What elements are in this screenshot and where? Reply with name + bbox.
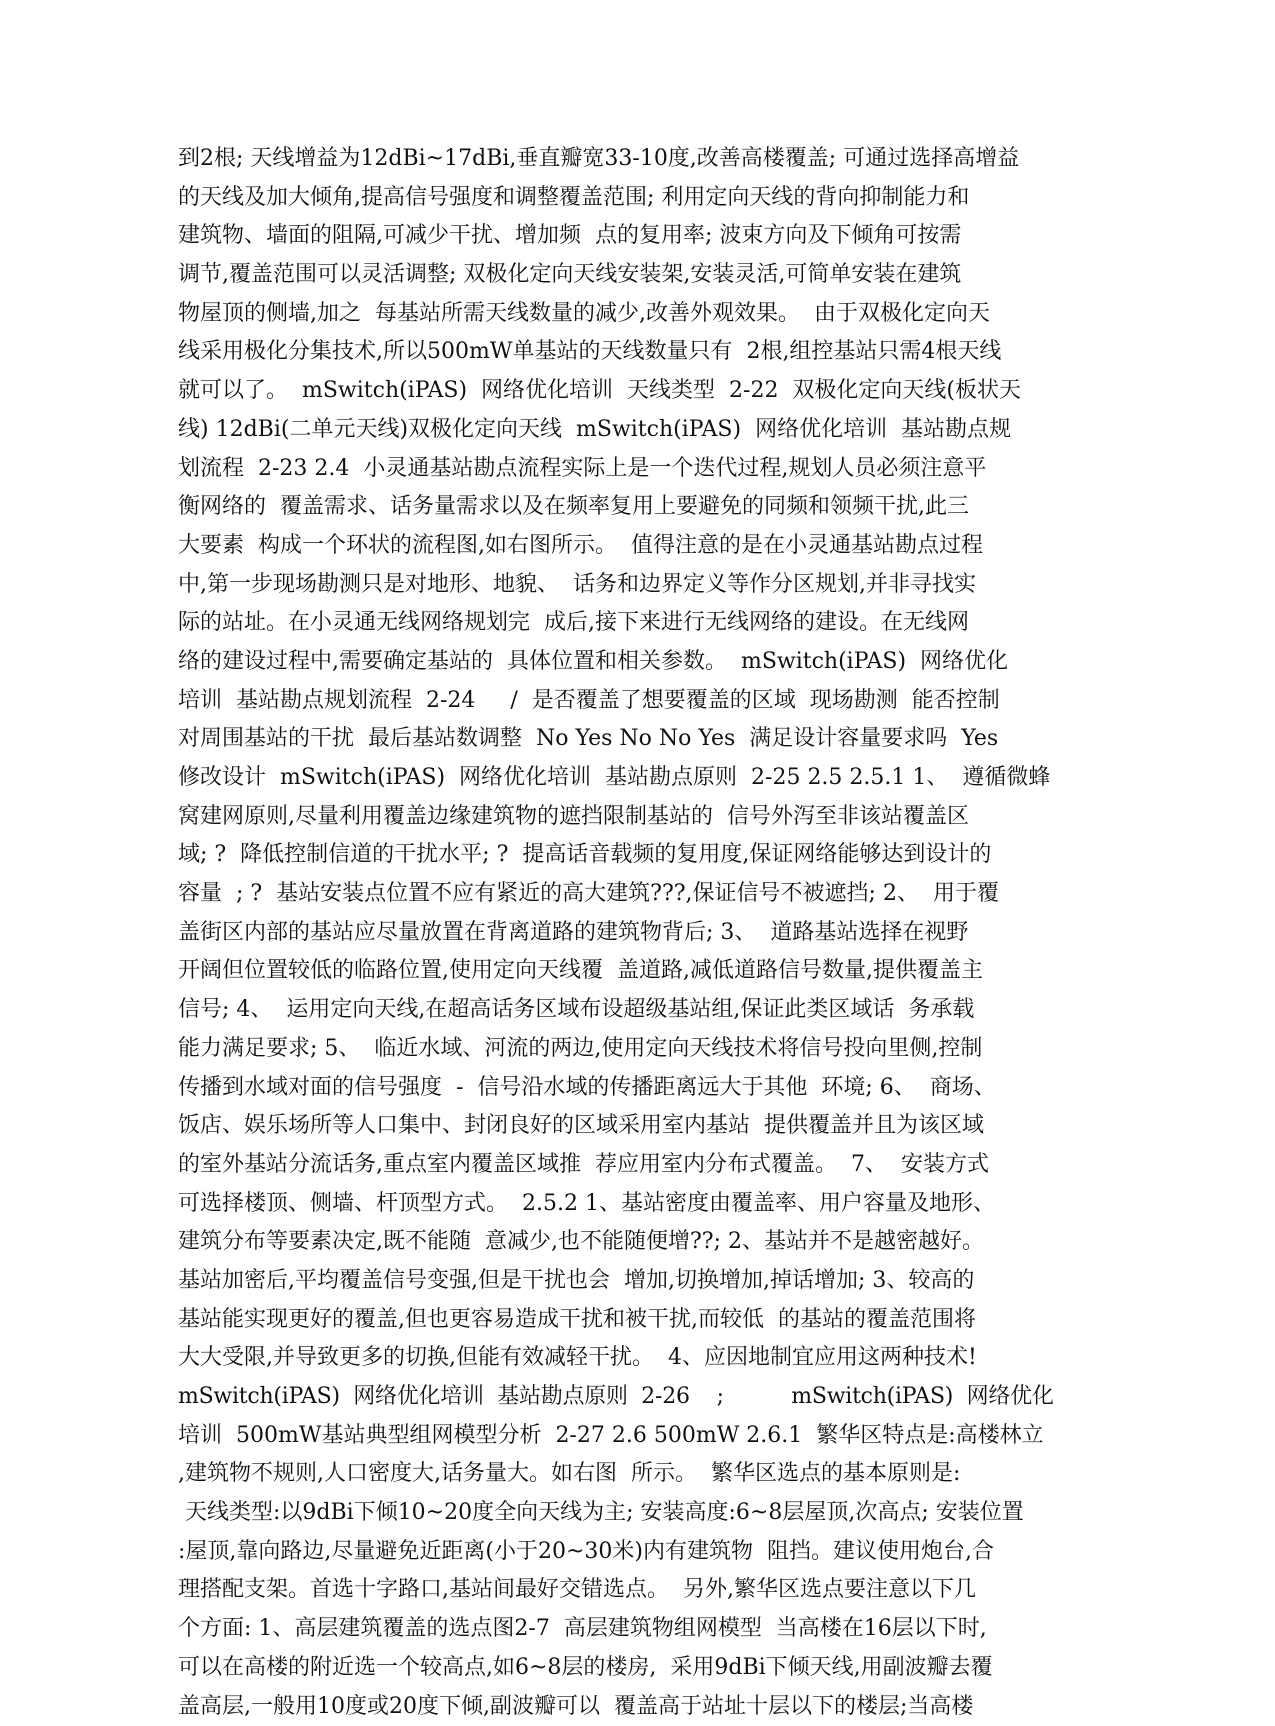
text-line: mSwitch(iPAS) 网络优化培训 基站勘点原则 2-26 ; mSwitch(iPAS) 网络优化 (178, 1378, 1058, 1417)
text-line: 修改设计 mSwitch(iPAS) 网络优化培训 基站勘点原则 2-25 2.5 2.5.1 1、 遵循微蜂 (178, 759, 1058, 798)
text-line: 个方面: 1、高层建筑覆盖的选点图2-7 高层建筑物组网模型 当高楼在16层以下时, (178, 1610, 1058, 1649)
text-line: 际的站址。在小灵通无线网络规划完 成后,接下来进行无线网络的建设。在无线网 (178, 604, 1058, 643)
text-line: 能力满足要求; 5、 临近水域、河流的两边,使用定向天线技术将信号投向里侧,控制 (178, 1030, 1058, 1069)
text-line: 传播到水域对面的信号强度 - 信号沿水域的传播距离远大于其他 环境; 6、 商场、 (178, 1069, 1058, 1108)
text-line: 容量 ; ? 基站安装点位置不应有紧近的高大建筑???,保证信号不被遮挡; 2、 用于覆 (178, 875, 1058, 914)
text-line: 天线类型:以9dBi下倾10~20度全向天线为主; 安装高度:6~8层屋顶,次高点; 安装位置 (178, 1494, 1058, 1533)
text-line: 可选择楼顶、侧墙、杆顶型方式。 2.5.2 1、基站密度由覆盖率、用户容量及地形、 (178, 1185, 1058, 1224)
text-line: 大大受限,并导致更多的切换,但能有效减轻干扰。 4、应因地制宜应用这两种技术! (178, 1339, 1058, 1378)
text-line: 划流程 2-23 2.4 小灵通基站勘点流程实际上是一个迭代过程,规划人员必须注意平 (178, 450, 1058, 489)
text-line: 域; ? 降低控制信道的干扰水平; ? 提高话音载频的复用度,保证网络能够达到设计的 (178, 836, 1058, 875)
text-line: 大要素 构成一个环状的流程图,如右图所示。 值得注意的是在小灵通基站勘点过程 (178, 527, 1058, 566)
text-line: 基站加密后,平均覆盖信号变强,但是干扰也会 增加,切换增加,掉话增加; 3、较高的 (178, 1262, 1058, 1301)
text-line: 线) 12dBi(二单元天线)双极化定向天线 mSwitch(iPAS) 网络优化培训 基站勘点规 (178, 411, 1058, 450)
text-line: 建筑物、墙面的阻隔,可减少干扰、增加频 点的复用率; 波束方向及下倾角可按需 (178, 217, 1058, 256)
text-line: 建筑分布等要素决定,既不能随 意减少,也不能随便增??; 2、基站并不是越密越好。 (178, 1223, 1058, 1262)
text-line: 衡网络的 覆盖需求、话务量需求以及在频率复用上要避免的同频和领频干扰,此三 (178, 488, 1058, 527)
text-line: 物屋顶的侧墙,加之 每基站所需天线数量的减少,改善外观效果。 由于双极化定向天 (178, 295, 1058, 334)
text-line: 基站能实现更好的覆盖,但也更容易造成干扰和被干扰,而较低 的基站的覆盖范围将 (178, 1301, 1058, 1340)
text-line: 对周围基站的干扰 最后基站数调整 No Yes No No Yes 满足设计容量要求吗 Yes (178, 720, 1058, 759)
text-line: :屋顶,靠向路边,尽量避免近距离(小于20~30米)内有建筑物 阻挡。建议使用炮台,合 (178, 1533, 1058, 1572)
text-line: 饭店、娱乐场所等人口集中、封闭良好的区域采用室内基站 提供覆盖并且为该区域 (178, 1107, 1058, 1146)
text-line: 线采用极化分集技术,所以500mW单基站的天线数量只有 2根,组控基站只需4根天线 (178, 333, 1058, 372)
text-line: 的室外基站分流话务,重点室内覆盖区域推 荐应用室内分布式覆盖。 7、 安装方式 (178, 1146, 1058, 1185)
text-line: 到2根; 天线增益为12dBi~17dBi,垂直瓣宽33-10度,改善高楼覆盖; 可通过选择高增益 (178, 140, 1058, 179)
text-line: 信号; 4、 运用定向天线,在超高话务区域布设超级基站组,保证此类区域话 务承载 (178, 991, 1058, 1030)
text-line: ,建筑物不规则,人口密度大,话务量大。如右图 所示。 繁华区选点的基本原则是: (178, 1455, 1058, 1494)
text-line: 就可以了。 mSwitch(iPAS) 网络优化培训 天线类型 2-22 双极化定向天线(板状天 (178, 372, 1058, 411)
text-line: 开阔但位置较低的临路位置,使用定向天线覆 盖道路,减低道路信号数量,提供覆盖主 (178, 952, 1058, 991)
text-line: 络的建设过程中,需要确定基站的 具体位置和相关参数。 mSwitch(iPAS) 网络优化 (178, 643, 1058, 682)
text-line: 调节,覆盖范围可以灵活调整; 双极化定向天线安装架,安装灵活,可简单安装在建筑 (178, 256, 1058, 295)
text-line: 盖高层,一般用10度或20度下倾,副波瓣可以 覆盖高于站址十层以下的楼层;当高楼 (178, 1688, 1058, 1726)
text-line: 盖街区内部的基站应尽量放置在背离道路的建筑物背后; 3、 道路基站选择在视野 (178, 914, 1058, 953)
text-line: 培训 基站勘点规划流程 2-24 / 是否覆盖了想要覆盖的区域 现场勘测 能否控制 (178, 682, 1058, 721)
text-line: 可以在高楼的附近选一个较高点,如6~8层的楼房, 采用9dBi下倾天线,用副波瓣去覆 (178, 1649, 1058, 1688)
text-line: 的天线及加大倾角,提高信号强度和调整覆盖范围; 利用定向天线的背向抑制能力和 (178, 179, 1058, 218)
text-line: 理搭配支架。首选十字路口,基站间最好交错选点。 另外,繁华区选点要注意以下几 (178, 1571, 1058, 1610)
text-line: 窝建网原则,尽量利用覆盖边缘建筑物的遮挡限制基站的 信号外泻至非该站覆盖区 (178, 798, 1058, 837)
text-line: 培训 500mW基站典型组网模型分析 2-27 2.6 500mW 2.6.1 繁华区特点是:高楼林立 (178, 1417, 1058, 1456)
body-text (178, 140, 1058, 1726)
text-line: 中,第一步现场勘测只是对地形、地貌、 话务和边界定义等作分区规划,并非寻找实 (178, 566, 1058, 605)
